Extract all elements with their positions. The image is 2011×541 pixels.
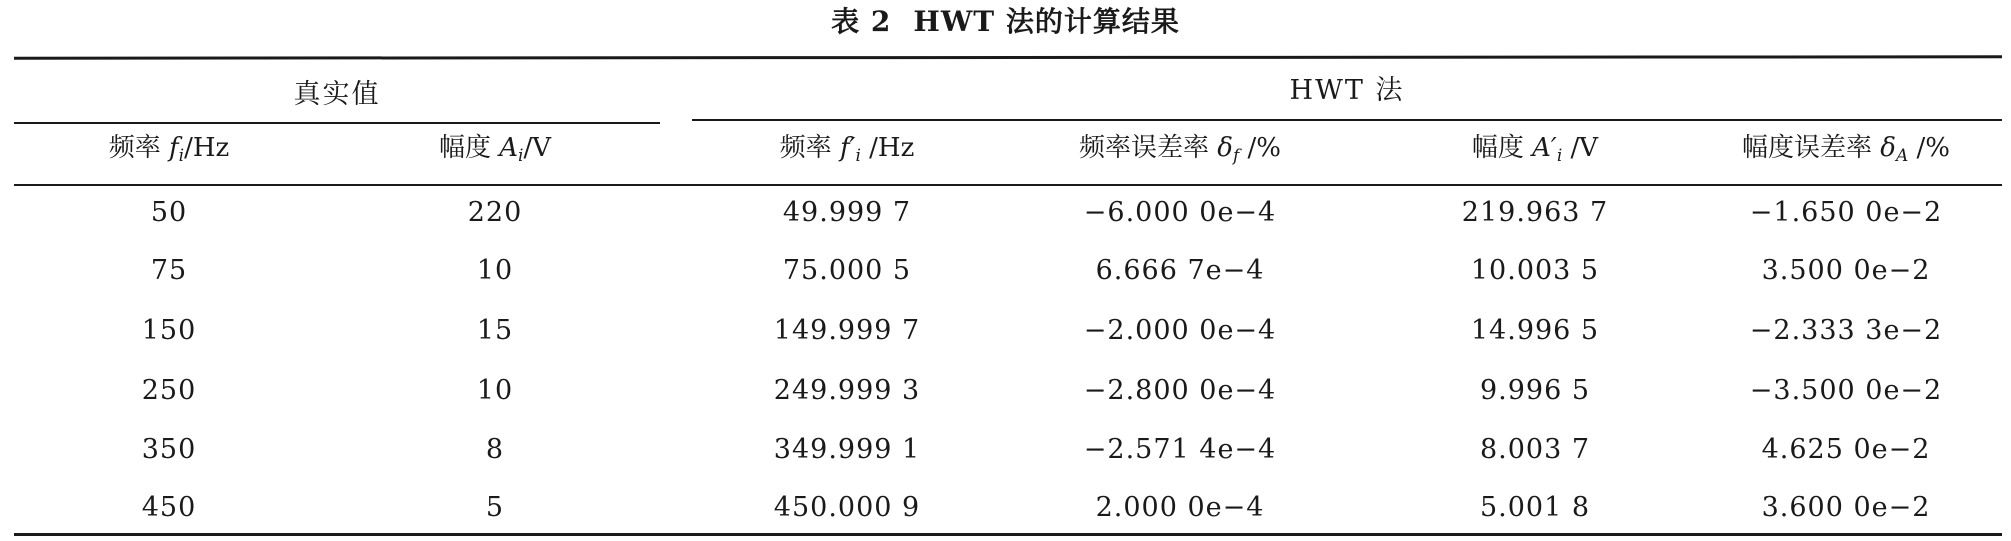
group-header-hwt-method: HWT 法: [1289, 75, 1405, 106]
cell-frequency: 75: [150, 255, 188, 286]
cell-amplitude-error: −2.333 3e−2: [1749, 315, 1943, 346]
column-header-frequency-error: 频率误差率 $\delta_f$ /%: [1079, 133, 1281, 166]
cell-hwt-frequency: 75.000 5: [782, 255, 912, 286]
cell-hwt-amplitude: 9.996 5: [1479, 375, 1591, 406]
group-rule-true-value: [14, 122, 660, 124]
cell-hwt-frequency: 149.999 7: [773, 315, 921, 346]
cell-amplitude: 8: [485, 434, 505, 465]
cell-amplitude: 220: [467, 197, 523, 228]
cell-amplitude-error: −1.650 0e−2: [1749, 197, 1943, 228]
cell-hwt-frequency: 49.999 7: [782, 197, 912, 228]
bottom-rule: [14, 533, 2002, 536]
cell-frequency-error: −2.571 4e−4: [1083, 434, 1277, 465]
cell-frequency: 50: [150, 197, 188, 228]
cell-amplitude: 10: [476, 255, 514, 286]
cell-frequency: 450: [141, 492, 197, 523]
cell-frequency: 150: [141, 315, 197, 346]
header-rule: [14, 184, 2002, 186]
cell-amplitude: 15: [476, 315, 514, 346]
cell-amplitude-error: 3.500 0e−2: [1761, 255, 1931, 286]
cell-frequency-error: 2.000 0e−4: [1095, 492, 1265, 523]
table-number: 表 2: [831, 5, 892, 38]
column-header-hwt-frequency: 频率 $f'_i$ /Hz: [779, 133, 915, 166]
cell-hwt-frequency: 349.999 1: [773, 434, 921, 465]
table-caption: [0, 4, 2011, 40]
column-header-amplitude-error: 幅度误差率 $\delta_A$ /%: [1742, 133, 1950, 166]
cell-amplitude-error: 4.625 0e−2: [1761, 434, 1931, 465]
cell-frequency: 350: [141, 434, 197, 465]
column-header-amplitude: 幅度 $A_i/V$: [438, 133, 552, 166]
cell-hwt-amplitude: 5.001 8: [1479, 492, 1591, 523]
table-title: HWT 法的计算结果: [913, 5, 1180, 38]
cell-amplitude-error: 3.600 0e−2: [1761, 492, 1931, 523]
cell-hwt-frequency: 450.000 9: [773, 492, 921, 523]
group-header-true-value: 真实值: [293, 79, 381, 110]
cell-amplitude: 5: [485, 492, 505, 523]
column-header-hwt-amplitude: 幅度 $A'_i$ /V: [1471, 133, 1599, 166]
cell-hwt-amplitude: 10.003 5: [1470, 255, 1600, 286]
top-rule: [14, 55, 2002, 59]
cell-frequency: 250: [141, 375, 197, 406]
cell-frequency-error: 6.666 7e−4: [1095, 255, 1265, 286]
column-header-frequency: 频率 $f_i/Hz$: [108, 133, 230, 166]
cell-hwt-amplitude: 219.963 7: [1461, 197, 1609, 228]
cell-hwt-frequency: 249.999 3: [773, 375, 921, 406]
cell-frequency-error: −6.000 0e−4: [1083, 197, 1277, 228]
cell-amplitude-error: −3.500 0e−2: [1749, 375, 1943, 406]
cell-hwt-amplitude: 8.003 7: [1479, 434, 1591, 465]
cell-frequency-error: −2.800 0e−4: [1083, 375, 1277, 406]
cell-amplitude: 10: [476, 375, 514, 406]
cell-frequency-error: −2.000 0e−4: [1083, 315, 1277, 346]
group-rule-hwt: [692, 119, 2002, 121]
cell-hwt-amplitude: 14.996 5: [1470, 315, 1600, 346]
